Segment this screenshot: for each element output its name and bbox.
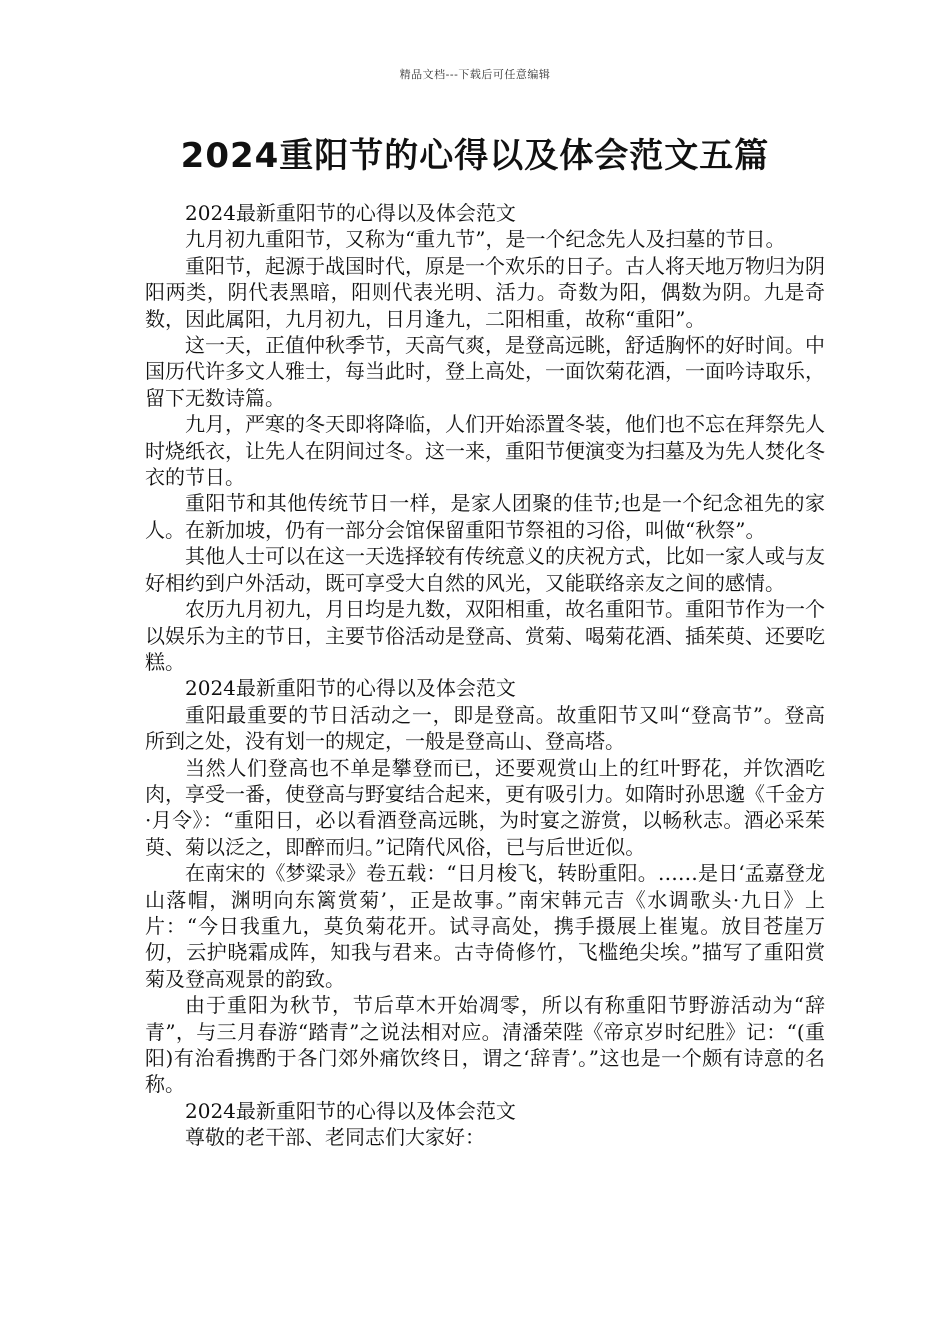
paragraph: 当然人们登高也不单是攀登而已，还要观赏山上的红叶野花，并饮酒吃肉，享受一番，使登高与野宴结合起来，更有吸引力。如隋时孙思邈《千金方·月令》：“重阳日，必以看酒登高远眺，为时宴之游赏，以畅秋志。酒必采茱萸、菊以泛之，即醉而归。”记隋代风俗，已与后世近似。 (145, 755, 825, 859)
paragraph: 重阳最重要的节日活动之一，即是登高。故重阳节又叫“登高节”。登高所到之处，没有划一的规定，一般是登高山、登高塔。 (145, 702, 825, 754)
section-heading: 2024最新重阳节的心得以及体会范文 (185, 676, 516, 701)
paragraph: 这一天，正值仲秋季节，天高气爽，是登高远眺，舒适胸怀的好时间。中国历代许多文人雅士，每当此时，登上高处，一面饮菊花酒，一面吟诗取乐，留下无数诗篇。 (145, 333, 825, 410)
paragraph: 在南宋的《梦粱录》卷五载：“日月梭飞，转盼重阳。……是日‘孟嘉登龙山落帽，渊明向东篱赏菊’，正是故事。”南宋韩元吉《水调歌头·九日》上片：“今日我重九，莫负菊花开。试寻高处，携手摄展上崔嵬。放目苍崖万仞，云护晓霜成阵，知我与君来。古寺倚修竹，飞槛绝尖埃。”描写了重阳赏菊及登高观景的韵致。 (145, 861, 825, 991)
paragraph: 农历九月初九，月日均是九数，双阳相重，故名重阳节。重阳节作为一个以娱乐为主的节日，主要节俗活动是登高、赏菊、喝菊花酒、插茱萸、还要吃糕。 (145, 597, 825, 674)
section-heading: 2024最新重阳节的心得以及体会范文 (185, 1098, 516, 1123)
paragraph: 九月，严寒的冬天即将降临，人们开始添置冬装，他们也不忘在拜祭先人时烧纸衣，让先人在阴间过冬。这一来，重阳节便演变为扫墓及为先人焚化冬衣的节日。 (145, 412, 825, 490)
paragraph: 其他人士可以在这一天选择较有传统意义的庆祝方式，比如一家人或与友好相约到户外活动，既可享受大自然的风光，又能联络亲友之间的感情。 (145, 544, 825, 595)
paragraph: 尊敬的老干部、老同志们大家好： (185, 1125, 485, 1150)
paragraph: 由于重阳为秋节，节后草木开始凋零，所以有称重阳节野游活动为“辞青”，与三月春游“踏青”之说法相对应。清潘荣陛《帝京岁时纪胜》记：“(重阳)有治看携酌于各门郊外痛饮终日，谓之‘辞青’。”这也是一个颇有诗意的名称。 (145, 993, 825, 1097)
paragraph: 九月初九重阳节，又称为“重九节”，是一个纪念先人及扫墓的节日。 (185, 227, 786, 252)
paragraph: 重阳节和其他传统节日一样，是家人团聚的佳节;也是一个纪念祖先的家人。在新加坡，仍有一部分会馆保留重阳节祭祖的习俗，叫做“秋祭”。 (145, 491, 825, 542)
paragraph: 重阳节，起源于战国时代，原是一个欢乐的日子。古人将天地万物归为阴阳两类，阴代表黑暗，阳则代表光明、活力。奇数为阳，偶数为阴。九是奇数，因此属阳，九月初九，日月逢九，二阳相重，故称“重阳”。 (145, 253, 825, 331)
section-heading: 2024最新重阳节的心得以及体会范文 (185, 201, 516, 225)
document-body (145, 200, 825, 1151)
header-note: 精品文档---下载后可任意编辑 (399, 68, 551, 81)
document-title: 2024重阳节的心得以及体会范文五篇 (180, 136, 770, 176)
